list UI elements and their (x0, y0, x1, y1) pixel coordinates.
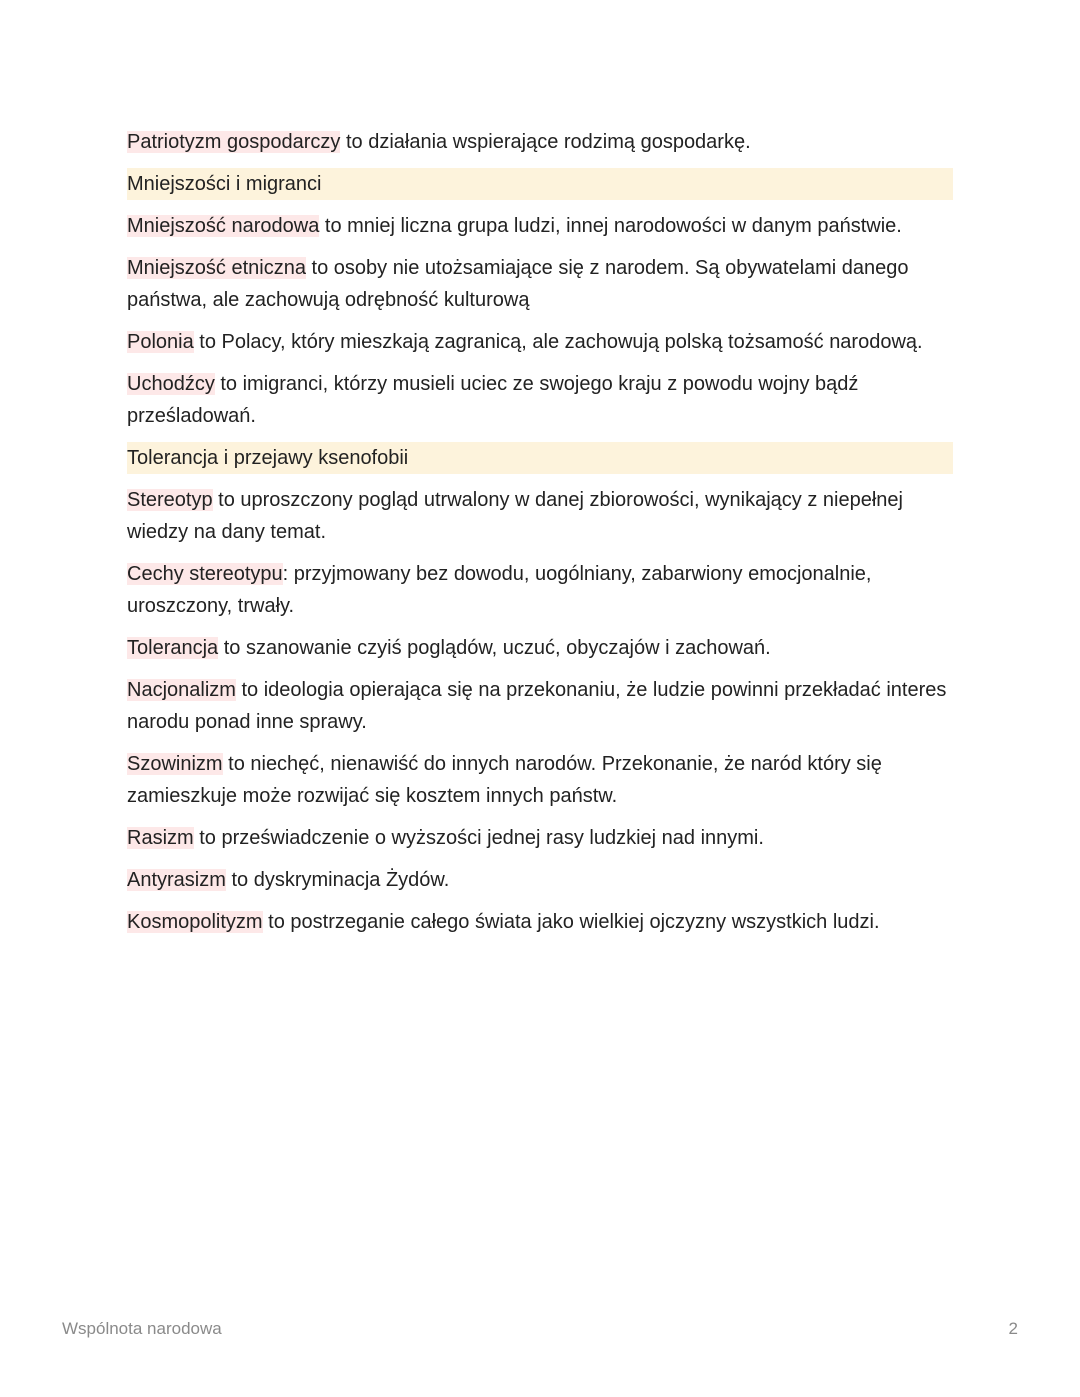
document-body (127, 126, 953, 948)
definition-paragraph (127, 632, 953, 664)
footer-document-title: Wspólnota narodowa (62, 1319, 222, 1338)
definition-term: Polonia (127, 331, 194, 353)
definition-text: to mniej liczna grupa ludzi, innej narodowości w danym państwie. (319, 215, 902, 237)
definition-text: to osoby nie utożsamiające się z narodem. Są obywatelami danego państwa, ale zachowują odrębność kulturową (127, 257, 909, 311)
definition-paragraph (127, 674, 953, 738)
definition-paragraph (127, 126, 953, 158)
definition-paragraph (127, 558, 953, 622)
definition-term: Antyrasizm (127, 869, 226, 891)
definition-term: Szowinizm (127, 753, 223, 775)
definition-paragraph (127, 326, 953, 358)
definition-text: to niechęć, nienawiść do innych narodów. Przekonanie, że naród który się zamieszkuje może rozwijać się kosztem innych państw. (127, 753, 882, 807)
definition-text: to działania wspierające rodzimą gospodarkę. (340, 131, 751, 153)
definition-text: to ideologia opierająca się na przekonaniu, że ludzie powinni przekładać interes narodu ponad inne sprawy. (127, 679, 947, 733)
definition-text: to szanowanie czyiś poglądów, uczuć, obyczajów i zachowań. (218, 637, 771, 659)
definition-paragraph (127, 906, 953, 938)
definition-term: Nacjonalizm (127, 679, 236, 701)
section-heading: Tolerancja i przejawy ksenofobii (127, 442, 953, 474)
definition-paragraph (127, 484, 953, 548)
definition-text: to Polacy, który mieszkają zagranicą, ale zachowują polską tożsamość narodową. (193, 331, 923, 353)
definition-term: Mniejszość narodowa (127, 215, 320, 237)
definition-term: Stereotyp (127, 489, 213, 511)
definition-paragraph (127, 210, 953, 242)
definition-term: Mniejszość etniczna (127, 257, 306, 279)
definition-text: to postrzeganie całego świata jako wielkiej ojczyzny wszystkich ludzi. (262, 911, 880, 933)
definition-paragraph (127, 748, 953, 812)
definition-text: to uproszczony pogląd utrwalony w danej zbiorowości, wynikający z niepełnej wiedzy na dany temat. (127, 489, 903, 543)
definition-text: to dyskryminacja Żydów. (225, 869, 450, 891)
definition-paragraph (127, 822, 953, 854)
definition-term: Cechy stereotypu (127, 563, 283, 585)
definition-term: Patriotyzm gospodarczy (127, 131, 341, 153)
definition-text: : przyjmowany bez dowodu, uogólniany, zabarwiony emocjonalnie, uroszczony, trwały. (127, 563, 872, 617)
definition-term: Rasizm (127, 827, 194, 849)
definition-term: Tolerancja (127, 637, 219, 659)
section-heading: Mniejszości i migranci (127, 168, 953, 200)
definition-paragraph (127, 368, 953, 432)
footer-page-number: 2 (1008, 1319, 1018, 1338)
definition-term: Uchodźcy (127, 373, 215, 395)
definition-paragraph (127, 864, 953, 896)
definition-paragraph (127, 252, 953, 316)
definition-text: to imigranci, którzy musieli uciec ze swojego kraju z powodu wojny bądź prześladowań. (127, 373, 859, 427)
definition-term: Kosmopolityzm (127, 911, 263, 933)
definition-text: to przeświadczenie o wyższości jednej rasy ludzkiej nad innymi. (193, 827, 764, 849)
